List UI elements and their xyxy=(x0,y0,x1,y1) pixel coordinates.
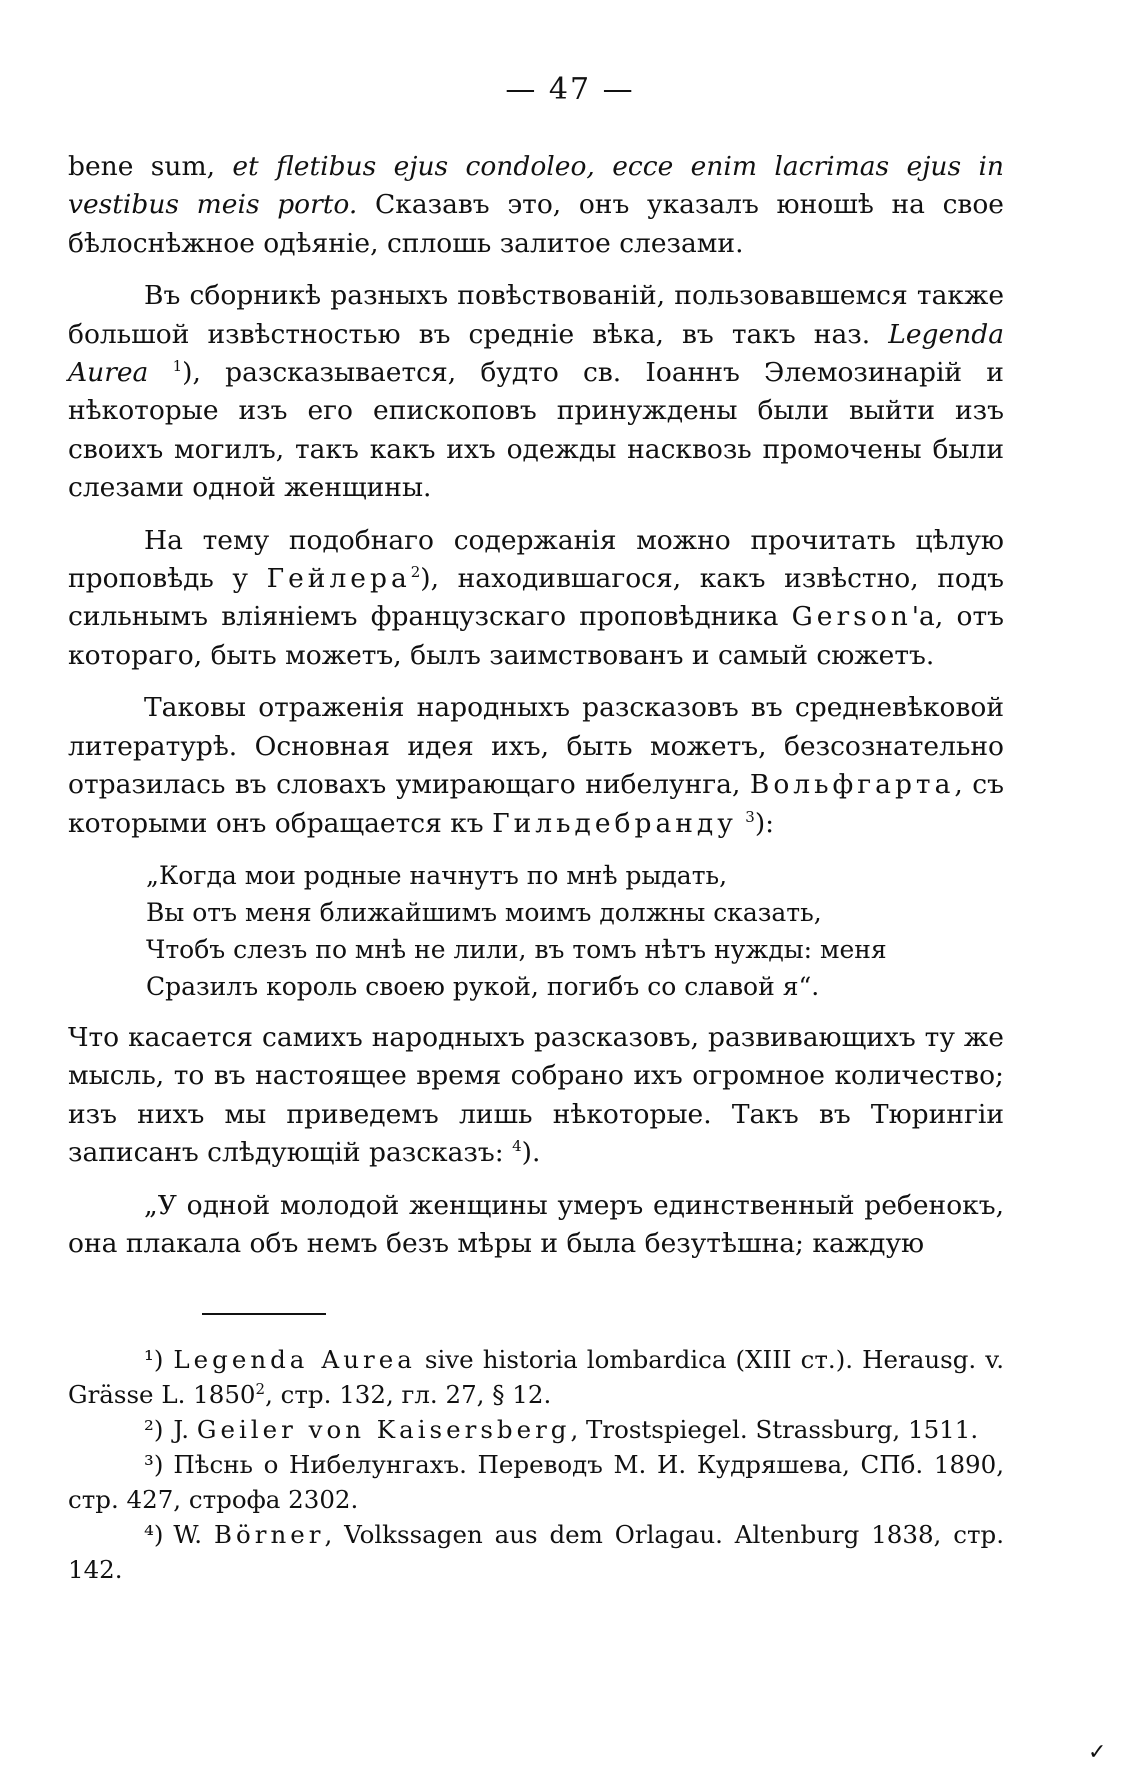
text-run: ). xyxy=(521,1137,541,1169)
text-run: Пѣснь о Нибелунгахъ. Переводъ М. И. Кудряшева, СПб. 1890, стр. 427, строфа 2302. xyxy=(68,1450,1004,1514)
name-spaced: Гильдебранду xyxy=(492,807,737,839)
footnote xyxy=(68,1342,1004,1412)
footnote-marker: ⁴) xyxy=(144,1520,164,1549)
text-run: На тему подобнаго содержанія можно прочитать цѣлую проповѣдь у xyxy=(68,524,1004,595)
text-run: 'а, отъ котораго, быть можетъ, былъ заимствованъ и самый сюжетъ. xyxy=(68,601,1004,671)
text-run: Что касается самихъ народныхъ разсказовъ, развивающихъ ту же мысль, то въ настоящее время собрано ихъ огромное количество; изъ нихъ мы приведемъ лишь нѣкоторые. Такъ въ Тюрингіи записанъ слѣдующій разсказъ: xyxy=(68,1021,1004,1169)
paragraph xyxy=(68,689,1004,843)
name-spaced: Gerson xyxy=(791,601,912,633)
paragraph xyxy=(68,1187,1004,1264)
latin-quote: et fletibus ejus condoleo, ecce enim lacrimas ejus in vestibus meis porto. xyxy=(68,151,1004,221)
footnote xyxy=(68,1517,1004,1587)
paragraph xyxy=(68,522,1004,676)
text-run: Въ сборникѣ разныхъ повѣствованій, пользовавшемся также большой извѣстностью въ средніе вѣка, въ такъ наз. xyxy=(68,280,1004,350)
text-run: „У одной молодой женщины умеръ единственный ребенокъ, она плакала объ немъ безъ мѣры и была безутѣшна; каждую xyxy=(68,1189,1004,1259)
footnotes xyxy=(68,1342,1004,1587)
footnote xyxy=(68,1447,1004,1517)
name-spaced: Гейлера xyxy=(266,563,411,595)
name-spaced: Вольфгарта xyxy=(749,769,955,801)
page-number: — 47 — xyxy=(505,72,635,107)
footnote-ref: 3 xyxy=(745,807,755,826)
footnote-ref: 1 xyxy=(172,357,183,376)
footnote-ref: 4 xyxy=(512,1137,522,1156)
verse-line: Чтобъ слезъ по мнѣ не лили, въ томъ нѣтъ нужды: меня xyxy=(146,934,887,964)
footnote-divider xyxy=(202,1313,326,1315)
text-run: J. xyxy=(173,1415,197,1444)
text-run: sive historia lombardica (XIII ст.). Herausg. v. Grässe L. 1850 xyxy=(68,1345,1004,1409)
text-run: bene sum, xyxy=(68,151,233,182)
title-legenda-aurea: Legenda Aurea xyxy=(68,318,1004,389)
main-text xyxy=(68,148,1004,1263)
name-spaced: Legenda Aurea xyxy=(173,1345,416,1374)
text-run: , Volkssagen aus dem Orlagau. Altenburg 1838, стр. 142. xyxy=(68,1520,1004,1584)
name-spaced: Geiler von Kaisersberg xyxy=(196,1415,571,1444)
paragraph xyxy=(68,1019,1004,1173)
footnote-ref: 2 xyxy=(410,563,421,582)
footnote-marker: ³) xyxy=(144,1450,164,1479)
paragraph xyxy=(68,277,1004,507)
text-run: , съ которыми онъ обращается къ xyxy=(68,769,1004,839)
name-spaced: Börner xyxy=(213,1520,325,1549)
footnote-marker: ²) xyxy=(144,1415,164,1444)
text-run: Таковы отраженія народныхъ разсказовъ въ средневѣковой литературѣ. Основная идея ихъ, быть можетъ, безсознательно отразилась въ словахъ умирающаго нибелунга, xyxy=(68,692,1004,801)
text-run: ), разсказывается, будто св. Іоаннъ Элемозинарій и нѣкоторые изъ его епископовъ принуждены были выйти изъ своихъ могилъ, такъ какъ ихъ одежды насквозь промочены были слезами одной женщины. xyxy=(68,357,1004,504)
verse-line: „Когда мои родные начнутъ по мнѣ рыдать, xyxy=(146,860,728,890)
pen-mark-icon: ✓ xyxy=(1088,1740,1107,1765)
text-run: , стр. 132, гл. 27, § 12. xyxy=(265,1380,552,1409)
paragraph xyxy=(68,148,1004,263)
superscript: 2 xyxy=(255,1379,266,1398)
text-run: ): xyxy=(754,807,775,839)
verse-line: Сразилъ король своею рукой, погибъ со славой я“. xyxy=(146,971,820,1001)
footnote xyxy=(68,1412,1004,1447)
verse-line: Вы отъ меня ближайшимъ моимъ должны сказать, xyxy=(146,897,822,927)
text-run: , Trostspiegel. Strassburg, 1511. xyxy=(570,1415,979,1444)
text-run: Сказавъ это, онъ указалъ юношѣ на свое бѣлоснѣжное одѣяніе, сплошь залитое слезами. xyxy=(68,189,1004,259)
text-run: W. xyxy=(173,1520,214,1549)
verse-block xyxy=(146,857,1004,1005)
text-run: ), находившагося, какъ извѣстно, подъ сильнымъ вліяніемъ французскаго проповѣдника xyxy=(68,563,1004,633)
footnote-marker: ¹) xyxy=(144,1345,164,1374)
